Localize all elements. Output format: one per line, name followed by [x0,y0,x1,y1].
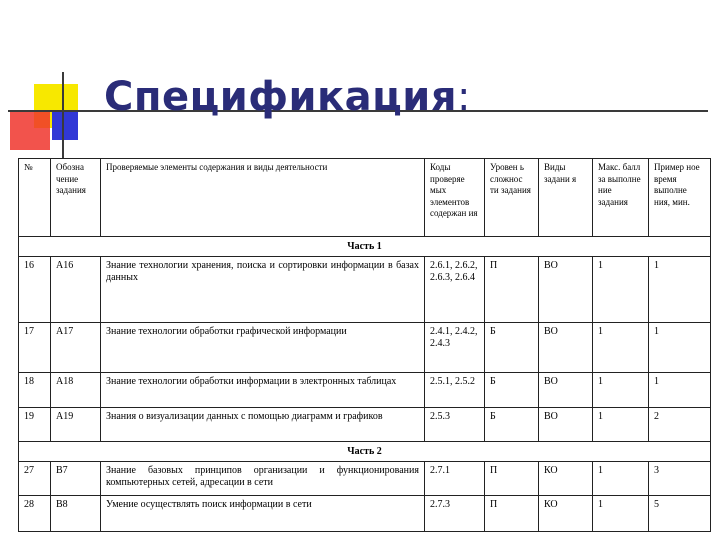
cell-time: 1 [649,257,711,323]
cell-task-type: КО [539,496,593,532]
table-header-row [19,159,711,237]
header-cell-number: № [19,159,51,237]
cell-max-score: 1 [593,496,649,532]
cell-max-score: 1 [593,257,649,323]
section-label-part1: Часть 1 [19,237,711,257]
header-cell-difficulty: Уровен ь сложнос ти задания [485,159,539,237]
cell-number: 18 [19,373,51,408]
header-cell-task-type: Виды задани я [539,159,593,237]
page-title [104,74,471,120]
blue-square-decoration [52,112,78,140]
cell-description: Знание технологии обработки графической информации [101,323,425,373]
cell-task-code: А17 [51,323,101,373]
cell-difficulty: П [485,496,539,532]
section-row-part2 [19,442,711,462]
red-square-decoration [10,110,50,150]
table-row [19,462,711,496]
cell-description: Знания о визуализации данных с помощью диаграмм и графиков [101,408,425,442]
vertical-rule-decoration [62,72,64,158]
cell-element-codes: 2.5.3 [425,408,485,442]
cell-task-code: В8 [51,496,101,532]
table-row [19,408,711,442]
cell-element-codes: 2.7.3 [425,496,485,532]
cell-task-type: ВО [539,408,593,442]
cell-task-code: А19 [51,408,101,442]
cell-max-score: 1 [593,373,649,408]
cell-difficulty: Б [485,323,539,373]
cell-task-code: А18 [51,373,101,408]
cell-element-codes: 2.6.1, 2.6.2, 2.6.3, 2.6.4 [425,257,485,323]
cell-time: 1 [649,323,711,373]
cell-time: 2 [649,408,711,442]
title-text: Спецификация [104,74,458,120]
cell-time: 1 [649,373,711,408]
cell-number: 16 [19,257,51,323]
cell-difficulty: П [485,462,539,496]
cell-description: Знание базовых принципов организации и функционирования компьютерных сетей, адресации в сети [101,462,425,496]
cell-max-score: 1 [593,408,649,442]
cell-difficulty: Б [485,373,539,408]
header-cell-elements: Проверяемые элементы содержания и виды деятельности [101,159,425,237]
section-row-part1 [19,237,711,257]
cell-difficulty: Б [485,408,539,442]
cell-max-score: 1 [593,462,649,496]
cell-number: 28 [19,496,51,532]
cell-time: 5 [649,496,711,532]
cell-number: 19 [19,408,51,442]
title-colon: : [457,74,471,120]
cell-element-codes: 2.4.1, 2.4.2, 2.4.3 [425,323,485,373]
cell-task-type: ВО [539,373,593,408]
header-cell-element-codes: Коды проверяе мых элементов содержан ия [425,159,485,237]
cell-difficulty: П [485,257,539,323]
cell-max-score: 1 [593,323,649,373]
cell-element-codes: 2.7.1 [425,462,485,496]
cell-description: Умение осуществлять поиск информации в сети [101,496,425,532]
table-row [19,257,711,323]
table-row [19,323,711,373]
cell-number: 17 [19,323,51,373]
specification-table [18,158,711,532]
cell-task-code: В7 [51,462,101,496]
table-row [19,373,711,408]
cell-time: 3 [649,462,711,496]
section-label-part2: Часть 2 [19,442,711,462]
cell-description: Знание технологии обработки информации в электронных таблицах [101,373,425,408]
header-cell-task-code: Обозна чение задания [51,159,101,237]
cell-number: 27 [19,462,51,496]
table-row [19,496,711,532]
cell-task-type: ВО [539,257,593,323]
cell-task-code: А16 [51,257,101,323]
cell-task-type: ВО [539,323,593,373]
cell-element-codes: 2.5.1, 2.5.2 [425,373,485,408]
header-cell-max-score: Макс. балл за выполне ние задания [593,159,649,237]
header-cell-time: Пример ное время выполне ния, мин. [649,159,711,237]
cell-task-type: КО [539,462,593,496]
cell-description: Знание технологии хранения, поиска и сортировки информации в базах данных [101,257,425,323]
